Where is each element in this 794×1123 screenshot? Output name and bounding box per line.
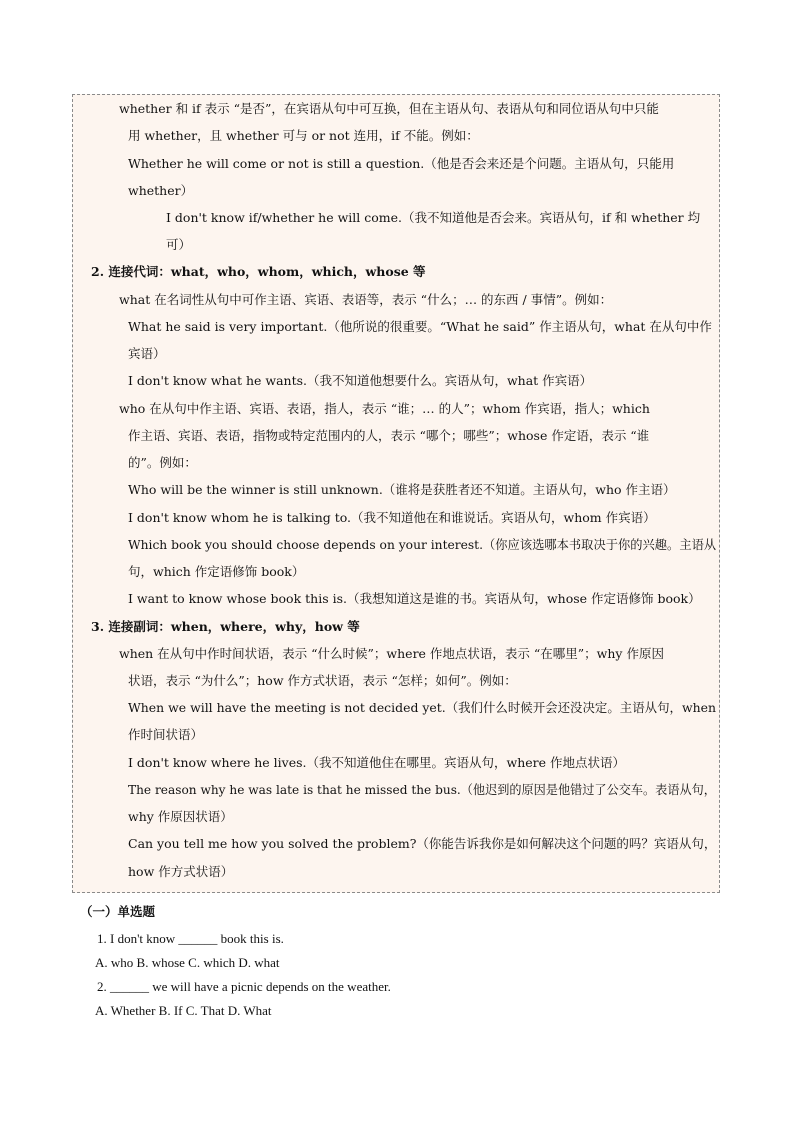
note-line: 句，which 作定语修饰 book）: [128, 564, 305, 579]
section-title: （一）单选题: [80, 904, 156, 919]
note-line: when 在从句中作时间状语，表示 “什么时候”；where 作地点状语，表示 “在哪里”；why 作原因: [119, 646, 664, 661]
question-stem: 2. ______ we will have a picnic depends on the weather.: [97, 979, 391, 994]
heading-relative-adverbs: 3. 连接副词：when，where，why，how 等: [91, 619, 360, 634]
note-line: how 作方式状语）: [128, 864, 234, 879]
note-line: 状语，表示 “为什么”；how 作方式状语，表示 “怎样；如何”。例如：: [128, 673, 517, 688]
note-line: Who will be the winner is still unknown.（谁将是获胜者还不知道。主语从句，who 作主语）: [128, 482, 676, 497]
note-line: I don't know whom he is talking to.（我不知道他在和谁说话。宾语从句，whom 作宾语）: [128, 510, 656, 525]
note-line: why 作原因状语）: [128, 809, 233, 824]
note-line: who 在从句中作主语、宾语、表语，指人，表示 “谁；… 的人”；whom 作宾语，指人；which: [119, 401, 650, 416]
note-line: whether 和 if 表示 “是否”，在宾语从句中可互换，但在主语从句、表语从句和同位语从句中只能: [119, 101, 659, 116]
note-line: 宾语）: [128, 346, 166, 361]
note-line: Can you tell me how you solved the problem?（你能告诉我你是如何解决这个问题的吗？宾语从句，: [128, 836, 717, 851]
note-line: I don't know if/whether he will come.（我不知道他是否会来。宾语从句，if 和 whether 均: [166, 210, 701, 225]
question-options: A. Whether B. If C. That D. What: [95, 1003, 272, 1018]
note-line: 的”。例如：: [128, 455, 197, 470]
note-line: 作时间状语）: [128, 727, 204, 742]
note-line: whether）: [128, 183, 194, 198]
question-options: A. who B. whose C. which D. what: [95, 955, 280, 970]
note-line: Whether he will come or not is still a question.（他是否会来还是个问题。主语从句，只能用: [128, 156, 675, 171]
note-line: I don't know where he lives.（我不知道他住在哪里。宾语从句，where 作地点状语）: [128, 755, 625, 770]
heading-relative-pronouns: 2. 连接代词：what，who，whom，which，whose 等: [91, 264, 426, 279]
note-line: I don't know what he wants.（我不知道他想要什么。宾语从句，what 作宾语）: [128, 373, 593, 388]
note-line: 可）: [166, 237, 192, 252]
note-line: The reason why he was late is that he missed the bus.（他迟到的原因是他错过了公交车。表语从句，: [128, 782, 716, 797]
note-line: I want to know whose book this is.（我想知道这是谁的书。宾语从句，whose 作定语修饰 book）: [128, 591, 701, 606]
note-line: Which book you should choose depends on your interest.（你应该选哪本书取决于你的兴趣。主语从: [128, 537, 717, 552]
note-line: what 在名词性从句中可作主语、宾语、表语等，表示 “什么；… 的东西 / 事情”。例如：: [119, 292, 613, 307]
note-line: What he said is very important.（他所说的很重要。“What he said” 作主语从句，what 在从句中作: [128, 319, 712, 334]
note-line: When we will have the meeting is not decided yet.（我们什么时候开会还没决定。主语从句，when: [128, 700, 717, 715]
question-stem: 1. I don't know ______ book this is.: [97, 931, 284, 946]
note-line: 用 whether，且 whether 可与 or not 连用，if 不能。例如：: [128, 128, 479, 143]
note-line: 作主语、宾语、表语，指物或特定范围内的人，表示 “哪个；哪些”；whose 作定语，表示 “谁: [128, 428, 650, 443]
